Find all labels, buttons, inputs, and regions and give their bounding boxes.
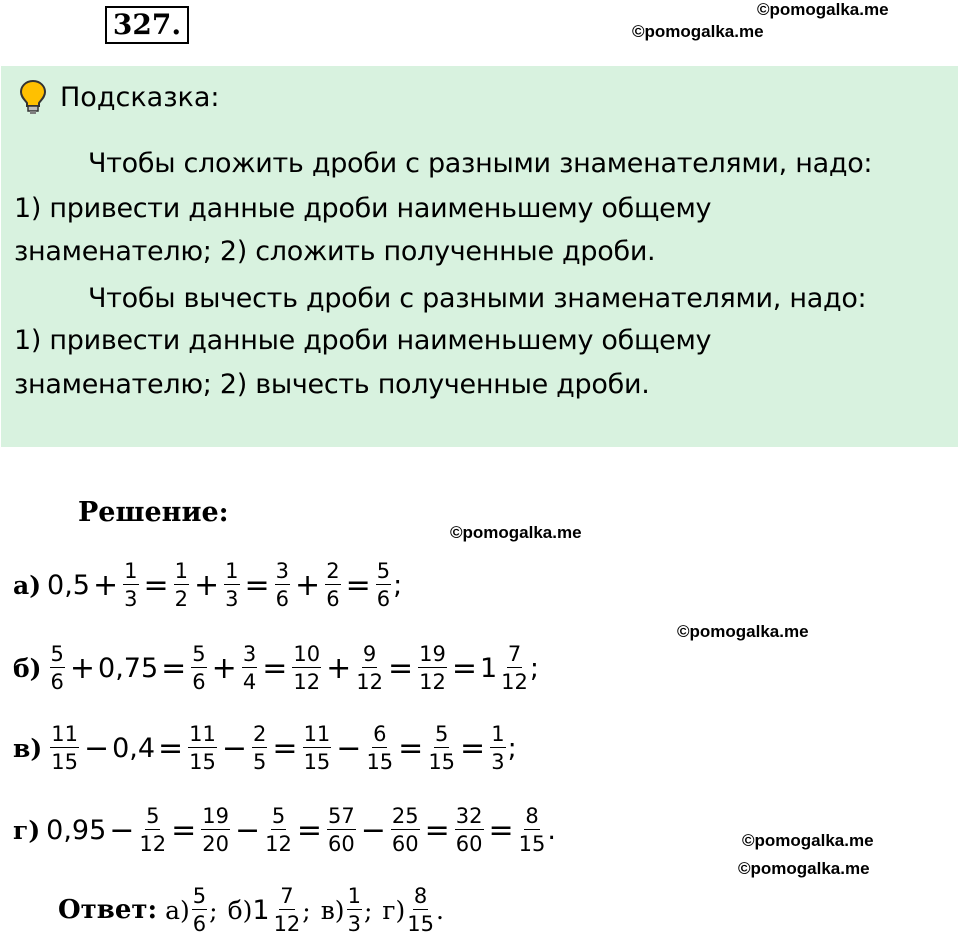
fraction-denominator: 15 [407,912,434,936]
math-operator: + [295,567,321,603]
fraction-denominator: 3 [225,587,239,611]
answer-value [405,885,436,935]
punctuation: . [435,895,444,925]
fraction [224,560,239,610]
row-label: а) [13,570,42,600]
answer-part-label: б) [227,895,253,925]
hint-line: 1) привести данные дроби наименьшему общему [14,325,712,356]
mixed-whole-part: 1 [252,894,270,926]
math-operator: − [109,812,135,848]
answer-part-label: в) [320,895,345,925]
task-number: 327. [105,6,189,44]
fraction [191,643,206,693]
fraction [242,643,257,693]
math-operator: − [360,812,386,848]
solution-row [13,557,402,613]
fraction-denominator: 12 [501,670,528,694]
fraction-numerator: 5 [192,642,206,666]
fraction-denominator: 2 [174,587,189,611]
fraction [265,805,292,855]
fraction [50,643,65,693]
fraction [188,723,217,773]
fraction-denominator: 6 [50,670,64,694]
decimal-number: 0,4 [112,732,156,764]
fraction-denominator: 6 [376,587,391,611]
math-expression [48,643,539,693]
fraction-denominator: 3 [124,587,138,611]
math-operator: + [69,650,96,686]
fraction-numerator: 1 [225,559,239,583]
fraction-numerator: 5 [271,804,286,828]
fraction-numerator: 11 [189,722,216,746]
row-label: б) [13,653,42,683]
fraction-numerator: 1 [174,559,189,583]
math-operator: + [194,567,220,603]
fraction-denominator: 15 [303,750,331,774]
lightbulb-icon [18,79,48,115]
decimal-number: 0,5 [47,569,90,601]
punctuation: ; [209,895,218,925]
fraction-denominator: 3 [491,750,505,774]
fraction-denominator: 60 [391,832,419,856]
fraction [428,723,455,773]
fraction-denominator: 15 [428,750,456,774]
punctuation: . [547,814,556,846]
hint-line: Чтобы вычесть дроби с разными знаменателями, надо: [88,283,867,314]
punctuation: ; [507,732,517,764]
fraction-numerator: 5 [434,722,449,746]
fraction-numerator: 3 [242,642,257,666]
row-label: в) [13,733,43,763]
fraction-denominator: 12 [356,670,383,694]
fraction-numerator: 11 [303,722,331,746]
math-operator: − [336,730,362,766]
fraction [327,805,356,855]
fraction-denominator: 6 [275,587,290,611]
fraction-numerator: 5 [50,642,64,666]
fraction-numerator: 3 [275,559,290,583]
answer-value [190,885,209,935]
fraction-denominator: 15 [51,750,78,774]
fraction [356,643,383,693]
decimal-number: 0,95 [46,814,107,846]
fraction-denominator: 6 [326,587,340,611]
hint-line: 1) привести данные дроби наименьшему общему [14,193,712,224]
fraction-numerator: 5 [146,804,160,828]
fraction [455,805,484,855]
fraction [519,805,546,855]
fraction-denominator: 15 [518,832,546,856]
fraction-denominator: 3 [347,912,361,936]
punctuation: ; [302,895,311,925]
fraction-numerator: 8 [525,804,539,828]
hint-line: Чтобы сложить дроби с разными знаменателями, надо: [88,148,873,179]
fraction-denominator: 12 [293,670,321,694]
fraction-numerator: 8 [413,884,428,908]
fraction [123,560,138,610]
fraction-numerator: 6 [373,722,387,746]
fraction-denominator: 6 [192,670,206,694]
fraction-numerator: 9 [362,642,377,666]
math-operator: = [398,730,424,766]
fraction-denominator: 6 [192,912,207,936]
fraction-denominator: 12 [419,670,446,694]
fraction [366,723,393,773]
math-operator: = [143,567,169,603]
fraction-numerator: 7 [507,642,522,666]
math-expression [46,805,556,855]
fraction [201,805,230,855]
solution-row [13,640,539,696]
fraction-denominator: 20 [202,832,230,856]
math-operator: − [83,730,110,766]
watermark: ©pomogalka.me [757,0,889,19]
row-label: г) [13,815,41,845]
math-expression [48,723,516,773]
answer-value [252,885,302,935]
fraction [275,560,290,610]
math-operator: + [92,567,119,603]
fraction-denominator: 12 [273,912,301,936]
fraction-numerator: 1 [491,722,505,746]
fraction-denominator: 5 [253,750,267,774]
answer-label: Ответ: [58,895,158,925]
math-operator: = [387,650,414,686]
math-operator: = [296,812,323,848]
fraction-numerator: 10 [293,642,321,666]
fraction-numerator: 7 [280,884,294,908]
fraction-numerator: 25 [391,804,419,828]
answer-line [58,880,444,940]
math-operator: + [326,650,352,686]
fraction [391,805,420,855]
fraction [139,805,166,855]
fraction [274,885,301,935]
watermark: ©pomogalka.me [738,859,870,878]
hint-title: Подсказка: [60,82,220,113]
fraction-numerator: 1 [124,559,138,583]
fraction-denominator: 4 [242,670,257,694]
watermark: ©pomogalka.me [450,523,582,542]
mixed-whole-part: 1 [479,652,498,684]
math-operator: = [488,812,514,848]
math-operator: = [451,650,477,686]
math-operator: = [244,567,270,603]
fraction [50,723,79,773]
fraction-numerator: 2 [253,722,267,746]
watermark: ©pomogalka.me [677,622,809,641]
fraction [376,560,391,610]
fraction [192,885,207,935]
fraction-denominator: 60 [328,832,355,856]
math-expression [47,560,402,610]
watermark: ©pomogalka.me [632,22,764,41]
fraction-denominator: 12 [139,832,167,856]
punctuation: ; [363,895,373,925]
answer-part-label: а) [165,895,190,925]
fraction [501,643,528,693]
fraction-numerator: 19 [202,804,230,828]
fraction-numerator: 32 [455,804,483,828]
punctuation: ; [529,652,539,684]
fraction-denominator: 15 [189,750,216,774]
fraction [418,643,447,693]
hint-line: знаменателю; 2) вычесть полученные дроби. [14,369,650,400]
answer-value [345,885,364,935]
fraction-numerator: 1 [347,884,361,908]
math-operator: = [158,730,184,766]
fraction [303,723,332,773]
math-operator: = [460,730,486,766]
fraction [490,723,505,773]
fraction-numerator: 57 [328,804,355,828]
fraction-numerator: 5 [376,559,391,583]
fraction [252,723,267,773]
fraction [325,560,340,610]
hint-line: знаменателю; 2) сложить полученные дроби. [14,236,656,267]
fraction-numerator: 11 [51,722,78,746]
fraction [292,643,321,693]
fraction [174,560,189,610]
math-operator: = [171,812,197,848]
answer-parts [165,885,444,935]
answer-part-label: г) [382,895,406,925]
fraction-numerator: 19 [419,642,446,666]
math-operator: = [345,567,371,603]
fraction-numerator: 2 [326,559,340,583]
fraction [407,885,434,935]
math-operator: + [211,650,237,686]
watermark: ©pomogalka.me [742,831,874,850]
math-operator: − [235,812,261,848]
fraction-denominator: 12 [265,832,292,856]
fraction-denominator: 60 [455,832,483,856]
math-operator: − [221,730,248,766]
fraction-denominator: 15 [366,750,394,774]
fraction-numerator: 5 [192,884,207,908]
solution-title: Решение: [78,497,229,528]
math-operator: = [424,812,450,848]
math-operator: = [262,650,288,686]
punctuation: ; [393,569,403,601]
solution-row [13,802,556,858]
fraction [347,885,362,935]
solution-row [13,720,517,776]
math-operator: = [161,650,187,686]
decimal-number: 0,75 [98,652,159,684]
math-operator: = [272,730,298,766]
